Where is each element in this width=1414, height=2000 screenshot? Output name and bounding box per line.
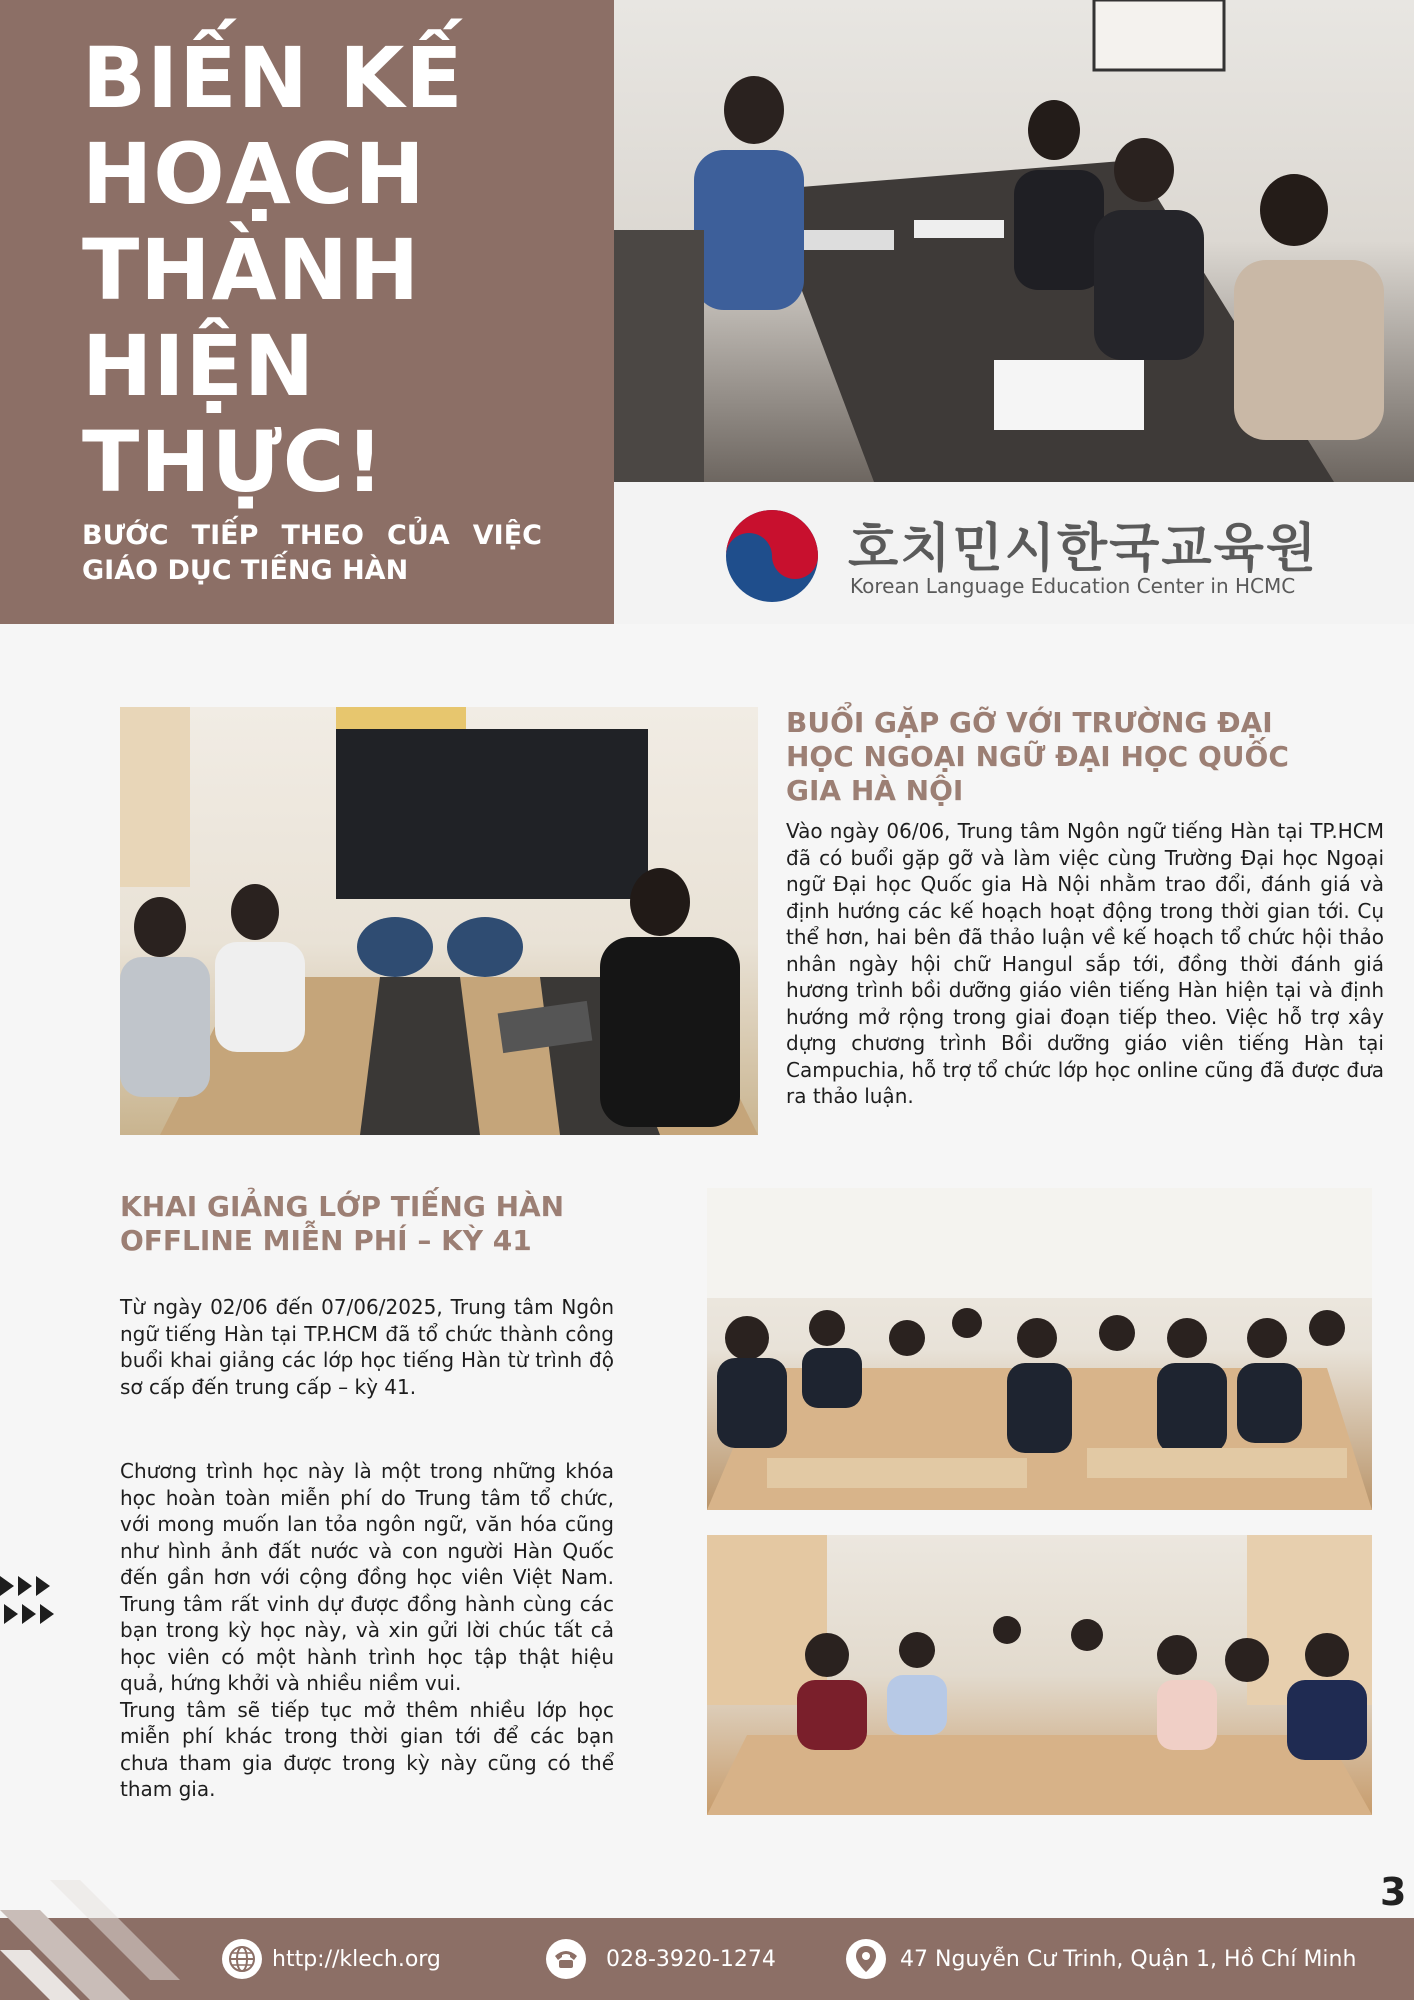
section2-paragraph1: Từ ngày 02/06 đến 07/06/2025, Trung tâm Ngôn ngữ tiếng Hàn tại TP.HCM đã tổ chức thành công buổi khai giảng các lớp học tiếng Hàn từ trình độ sơ cấp đến trung cấp – kỳ 41. [120,1295,614,1399]
section2-heading: KHAI GIẢNG LỚP TIẾNG HÀN OFFLINE MIỄN PHÍ – KỲ 41 [120,1190,565,1257]
taegeuk-logo-icon [722,506,822,606]
footer-address-text: 47 Nguyễn Cư Trinh, Quận 1, Hồ Chí Minh [900,1946,1357,1972]
hero-subtitle-line1: BƯỚC TIẾP THEO CỦA VIỆC [82,520,542,551]
footer-stripes-decoration [0,1880,180,2000]
footer-phone[interactable] [546,1918,776,2000]
section1-heading: BUỔI GẶP GỠ VỚI TRƯỜNG ĐẠI HỌC NGOẠI NGỮ ĐẠI HỌC QUỐC GIA HÀ NỘI [786,706,1289,807]
footer-address[interactable] [846,1918,1356,2000]
meeting-photo-section1 [120,707,758,1135]
footer-phone-text: 028-3920-1274 [606,1946,776,1972]
logo-band [614,482,1414,624]
section1-body [786,818,1384,1110]
meeting-photo-top [614,0,1414,482]
hero-panel [0,0,614,624]
arrows-decoration-icon [0,1572,70,1628]
location-pin-icon [846,1939,886,1979]
logo-english-name: Korean Language Education Center in HCMC [850,574,1296,598]
hero-subtitle [82,518,542,588]
section2-paragraph2: Chương trình học này là một trong những khóa học hoàn toàn miễn phí do Trung tâm tổ chức, với mong muốn lan tỏa ngôn ngữ, văn hóa cũng như hình ảnh đất nước và con người Hàn Quốc đến gần hơn với cộng đồng học viên Việt Nam. Trung tâm rất vinh dự được đồng hành cùng các bạn trong kỳ học này, và xin gửi lời chúc tất cả học viên có một hành trình học tập thật hiệu quả, hứng khởi và nhiều niềm vui. [120,1459,614,1695]
hero-title: BIẾN KẾ HOẠCH THÀNH HIỆN THỰC! [82,29,464,511]
footer-website[interactable] [222,1918,441,2000]
globe-icon [222,1939,262,1979]
classroom-photo-2 [707,1535,1372,1815]
paragraph-spacer [120,1400,614,1458]
footer-website-text: http://klech.org [272,1946,441,1972]
section2-paragraph3: Trung tâm sẽ tiếp tục mở thêm nhiều lớp học miễn phí khác trong thời gian tới để các bạn chưa tham gia được trong kỳ này cũng có thể tham gia. [120,1697,614,1801]
section2-body [120,1294,614,1803]
footer-bar [0,1918,1414,2000]
section1-paragraph: Vào ngày 06/06, Trung tâm Ngôn ngữ tiếng Hàn tại TP.HCM đã có buổi gặp gỡ và làm việc cùng Trường Đại học Ngoại ngữ Đại học Quốc gia Hà Nội nhằm trao đổi, đánh giá và định hướng các kế hoạch hoạt động trong thời gian tới. Cụ thể hơn, hai bên đã thảo luận về kế hoạch tổ chức hội thảo nhân ngày hội chữ Hangul sắp tới, đồng thời đánh giá hương trình bồi dưỡng giáo viên tiếng Hàn hiện tại và định hướng mở rộng trong giai đoạn tiếp theo. Việc hỗ trợ xây dựng chương trình Bồi dưỡng giáo viên tiếng Hàn tại Campuchia, hỗ trợ tổ chức lớp học online cũng đã được đưa ra thảo luận. [786,819,1384,1108]
hero-subtitle-line2: GIÁO DỤC TIẾNG HÀN [82,555,409,586]
classroom-photo-1 [707,1188,1372,1510]
logo-korean-name: 호치민시한국교육원 [848,519,1319,579]
page-number: 3 [1380,1870,1407,1914]
phone-icon [546,1939,586,1979]
